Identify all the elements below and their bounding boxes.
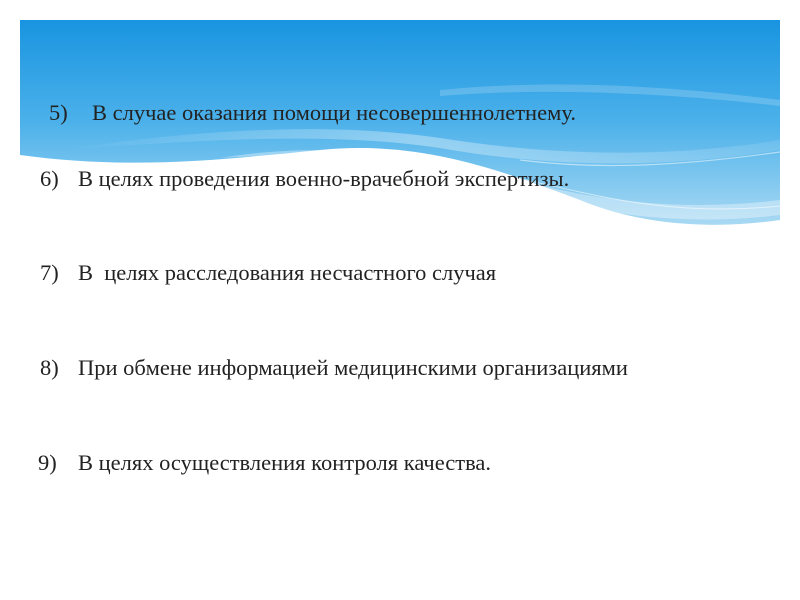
- list-item-number: 5): [49, 100, 68, 125]
- list-item-text: При обмене информацией медицинскими организациями: [78, 355, 628, 380]
- list-item-number: 8): [40, 355, 59, 380]
- list-item-text: В случае оказания помощи несовершеннолетнему.: [92, 100, 576, 125]
- list-item-9: [38, 448, 491, 478]
- list-item-text: В целях осуществления контроля качества.: [78, 450, 492, 475]
- list-item-number: 6): [40, 166, 59, 191]
- list-item-8: [40, 353, 628, 383]
- list-item-number: 7): [40, 260, 59, 285]
- list-item-5: [49, 98, 576, 128]
- list-item-text: В целях расследования несчастного случая: [78, 260, 497, 285]
- list-item-number: 9): [38, 450, 57, 475]
- list-item-6: [40, 164, 569, 194]
- list-item-text: В целях проведения военно-врачебной экспертизы.: [78, 166, 570, 191]
- list-item-7: [40, 258, 496, 288]
